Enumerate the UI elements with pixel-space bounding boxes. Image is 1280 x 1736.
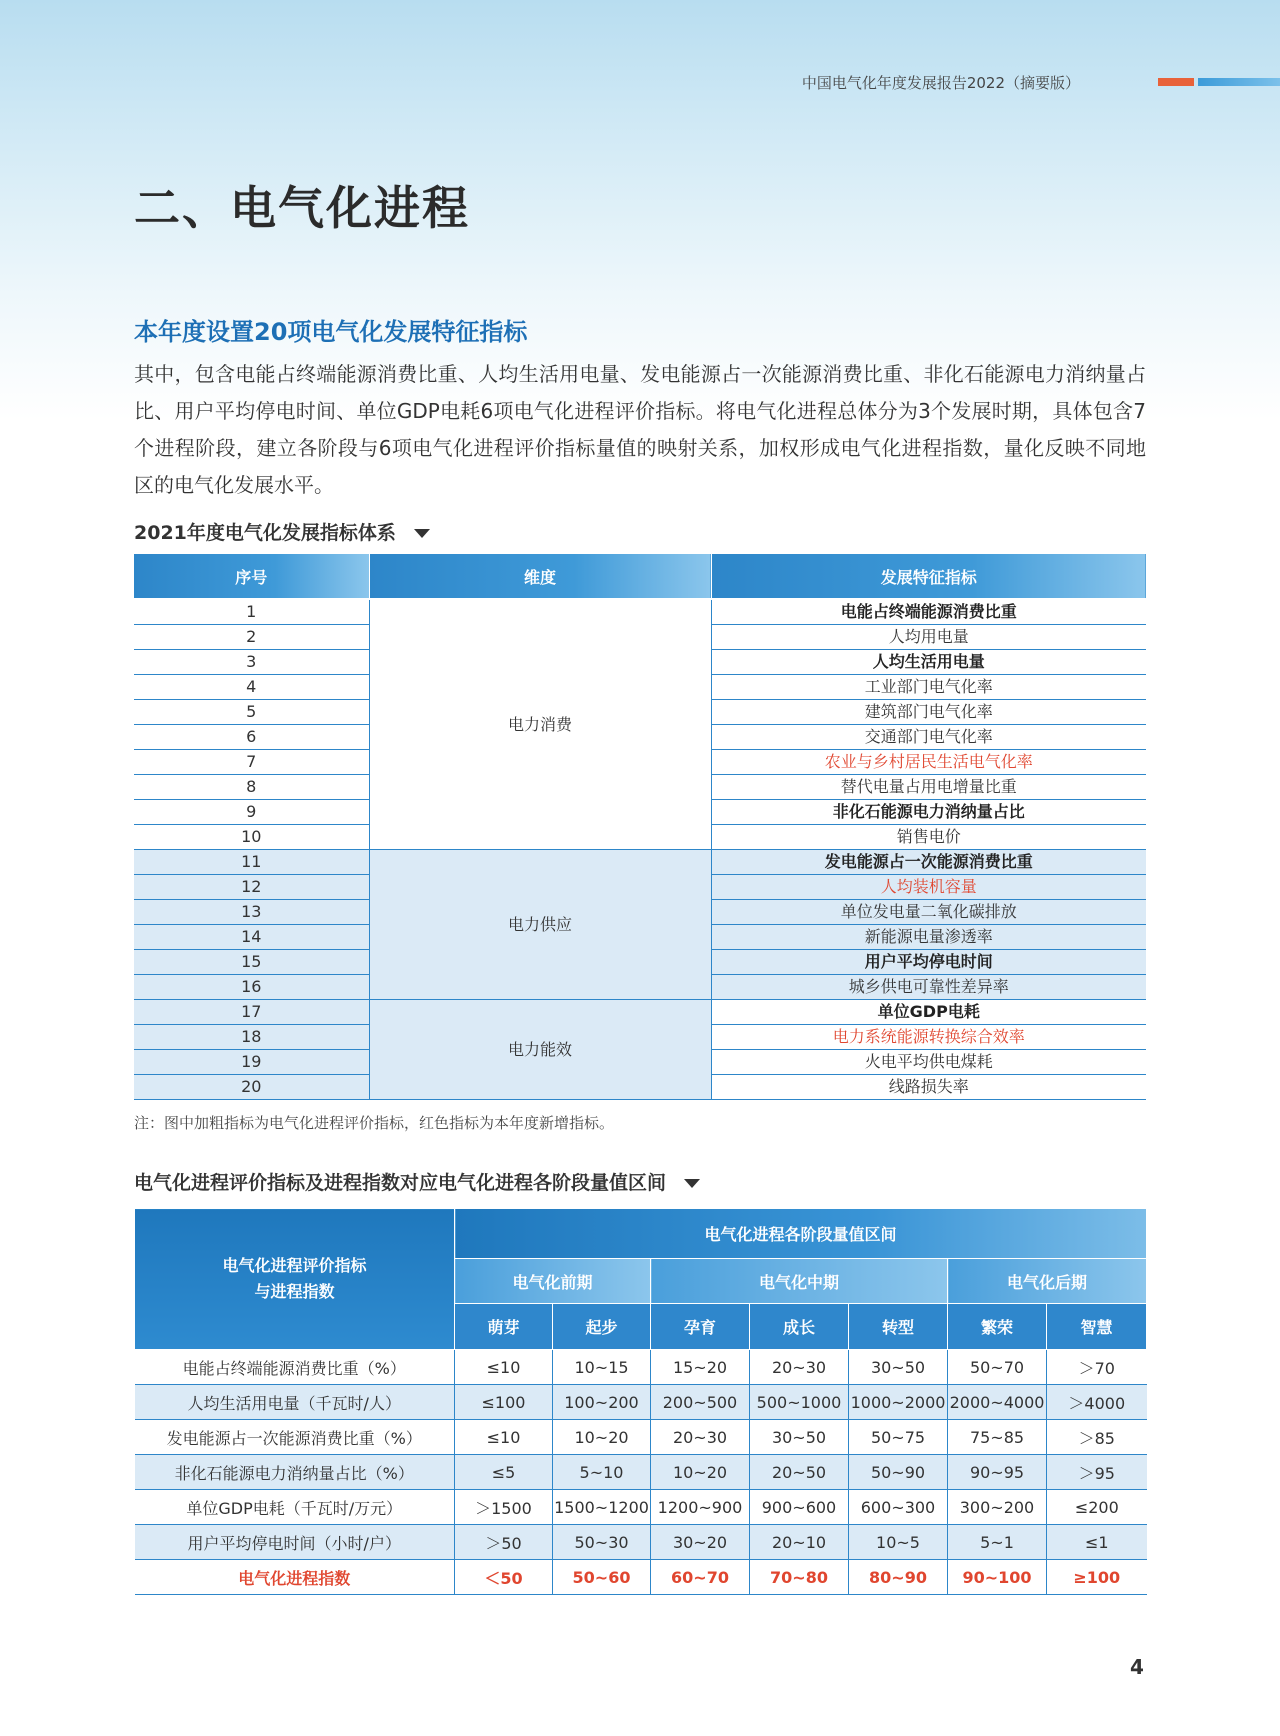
page-number: 4	[1130, 1655, 1144, 1679]
range-value: 900~600	[750, 1490, 849, 1525]
range-value: 70~80	[750, 1560, 849, 1595]
range-value: 30~50	[750, 1420, 849, 1455]
range-value: 90~95	[948, 1455, 1047, 1490]
period-middle: 电气化中期	[651, 1258, 948, 1304]
table1-caption	[134, 518, 430, 545]
indicator-system-table	[134, 554, 1146, 1100]
row-label: 非化石能源电力消纳量占比（%）	[135, 1455, 455, 1490]
indicator-name: 交通部门电气化率	[711, 725, 1146, 750]
corner-header-line1: 电气化进程评价指标	[222, 1256, 367, 1275]
indicator-name: 人均生活用电量	[711, 650, 1146, 675]
range-value: ＞1500	[455, 1490, 553, 1525]
indicator-name: 非化石能源电力消纳量占比	[711, 800, 1146, 825]
period-late: 电气化后期	[948, 1258, 1147, 1304]
col-header-indicator: 发展特征指标	[711, 554, 1146, 599]
range-value: 50~90	[849, 1455, 948, 1490]
range-value: 50~60	[553, 1560, 651, 1595]
table-row	[134, 599, 1146, 625]
table-row	[135, 1490, 1147, 1525]
dimension-consumption: 电力消费	[369, 599, 711, 850]
range-value: 500~1000	[750, 1385, 849, 1420]
range-value: 1200~900	[651, 1490, 750, 1525]
indicator-name: 单位发电量二氧化碳排放	[711, 900, 1146, 925]
range-value: ≤200	[1047, 1490, 1147, 1525]
caret-down-icon	[414, 529, 430, 538]
range-value: 200~500	[651, 1385, 750, 1420]
range-value: 60~70	[651, 1560, 750, 1595]
row-label: 发电能源占一次能源消费比重（%）	[135, 1420, 455, 1455]
indicator-name: 建筑部门电气化率	[711, 700, 1146, 725]
stage-header: 智慧	[1047, 1304, 1147, 1350]
header-accent-bar-blue	[1198, 78, 1280, 86]
table-row	[135, 1385, 1147, 1420]
range-value: 75~85	[948, 1420, 1047, 1455]
table1-note: 注：图中加粗指标为电气化进程评价指标，红色指标为本年度新增指标。	[134, 1114, 615, 1132]
range-value: 1000~2000	[849, 1385, 948, 1420]
range-value: ＞95	[1047, 1455, 1147, 1490]
row-number: 9	[134, 800, 369, 825]
caret-down-icon	[684, 1179, 700, 1188]
row-number: 15	[134, 950, 369, 975]
row-number: 13	[134, 900, 369, 925]
row-label: 用户平均停电时间（小时/户）	[135, 1525, 455, 1560]
range-value: 300~200	[948, 1490, 1047, 1525]
corner-header-line2: 与进程指数	[254, 1282, 335, 1301]
table-row	[134, 850, 1146, 875]
indicator-name: 人均装机容量	[711, 875, 1146, 900]
range-value: ≤1	[1047, 1525, 1147, 1560]
table-row	[135, 1455, 1147, 1490]
row-number: 16	[134, 975, 369, 1000]
range-value: ＞70	[1047, 1350, 1147, 1385]
indicator-name: 发电能源占一次能源消费比重	[711, 850, 1146, 875]
body-paragraph: 其中，包含电能占终端能源消费比重、人均生活用电量、发电能源占一次能源消费比重、非化石能源电力消纳量占比、用户平均停电时间、单位GDP电耗6项电气化进程评价指标。将电气化进程总体分为3个发展时期，具体包含7个进程阶段，建立各阶段与6项电气化进程评价指标量值的映射关系，加权形成电气化进程指数，量化反映不同地区的电气化发展水平。	[134, 362, 1146, 497]
row-number: 1	[134, 599, 369, 625]
range-value: 50~70	[948, 1350, 1047, 1385]
row-number: 12	[134, 875, 369, 900]
range-value: 5~1	[948, 1525, 1047, 1560]
row-number: 10	[134, 825, 369, 850]
row-label: 单位GDP电耗（千瓦时/万元）	[135, 1490, 455, 1525]
stage-header: 起步	[553, 1304, 651, 1350]
stage-header: 繁荣	[948, 1304, 1047, 1350]
indicator-name: 线路损失率	[711, 1075, 1146, 1100]
chapter-title: 二、电气化进程	[134, 181, 470, 235]
range-value: 30~20	[651, 1525, 750, 1560]
row-number: 3	[134, 650, 369, 675]
stage-header: 转型	[849, 1304, 948, 1350]
indicator-name: 单位GDP电耗	[711, 1000, 1146, 1025]
table-row	[134, 1000, 1146, 1025]
row-number: 2	[134, 625, 369, 650]
indicator-name: 用户平均停电时间	[711, 950, 1146, 975]
table1-caption-text: 2021年度电气化发展指标体系	[134, 522, 396, 544]
table-row	[135, 1525, 1147, 1560]
range-value: 90~100	[948, 1560, 1047, 1595]
table2-caption	[134, 1168, 700, 1195]
range-value: 20~10	[750, 1525, 849, 1560]
row-number: 4	[134, 675, 369, 700]
range-value: ＞85	[1047, 1420, 1147, 1455]
indicator-name: 人均用电量	[711, 625, 1146, 650]
range-value: ＞4000	[1047, 1385, 1147, 1420]
row-number: 20	[134, 1075, 369, 1100]
row-label: 电气化进程指数	[135, 1560, 455, 1595]
indicator-name: 电力系统能源转换综合效率	[711, 1025, 1146, 1050]
row-number: 6	[134, 725, 369, 750]
range-value: 1500~1200	[553, 1490, 651, 1525]
index-row	[135, 1560, 1147, 1595]
row-number: 14	[134, 925, 369, 950]
range-value: ＞50	[455, 1525, 553, 1560]
running-header: 中国电气化年度发展报告2022（摘要版）	[801, 74, 1080, 92]
range-value: 100~200	[553, 1385, 651, 1420]
row-number: 18	[134, 1025, 369, 1050]
range-value: 20~50	[750, 1455, 849, 1490]
table-row	[135, 1350, 1147, 1385]
section-title: 本年度设置20项电气化发展特征指标	[134, 318, 528, 346]
dimension-efficiency: 电力能效	[369, 1000, 711, 1100]
table-row	[135, 1420, 1147, 1455]
range-value: ≥100	[1047, 1560, 1147, 1595]
range-value: 10~15	[553, 1350, 651, 1385]
range-value: 2000~4000	[948, 1385, 1047, 1420]
row-number: 17	[134, 1000, 369, 1025]
indicator-name: 城乡供电可靠性差异率	[711, 975, 1146, 1000]
row-number: 19	[134, 1050, 369, 1075]
row-label: 人均生活用电量（千瓦时/人）	[135, 1385, 455, 1420]
range-value: 10~20	[651, 1455, 750, 1490]
stage-header: 孕育	[651, 1304, 750, 1350]
stage-header: 萌芽	[455, 1304, 553, 1350]
range-value: ≤5	[455, 1455, 553, 1490]
range-value: 50~30	[553, 1525, 651, 1560]
range-value: 80~90	[849, 1560, 948, 1595]
row-number: 11	[134, 850, 369, 875]
range-value: 600~300	[849, 1490, 948, 1525]
indicator-name: 火电平均供电煤耗	[711, 1050, 1146, 1075]
stage-header: 成长	[750, 1304, 849, 1350]
row-number: 7	[134, 750, 369, 775]
indicator-name: 农业与乡村居民生活电气化率	[711, 750, 1146, 775]
range-value: 10~20	[553, 1420, 651, 1455]
period-early: 电气化前期	[455, 1258, 651, 1304]
stage-range-table	[134, 1208, 1147, 1595]
indicator-name: 工业部门电气化率	[711, 675, 1146, 700]
range-value: ≤10	[455, 1420, 553, 1455]
range-value: 50~75	[849, 1420, 948, 1455]
dimension-supply: 电力供应	[369, 850, 711, 1000]
col-header-dimension: 维度	[369, 554, 711, 599]
indicator-name: 替代电量占用电增量比重	[711, 775, 1146, 800]
range-value: 5~10	[553, 1455, 651, 1490]
range-value: 20~30	[750, 1350, 849, 1385]
header-accent-bar-orange	[1158, 78, 1194, 86]
corner-header	[135, 1209, 455, 1350]
indicator-name: 电能占终端能源消费比重	[711, 599, 1146, 625]
stage-range-header: 电气化进程各阶段量值区间	[455, 1209, 1147, 1259]
table2-caption-text: 电气化进程评价指标及进程指数对应电气化进程各阶段量值区间	[134, 1172, 667, 1194]
range-value: ≤100	[455, 1385, 553, 1420]
range-value: ＜50	[455, 1560, 553, 1595]
row-number: 8	[134, 775, 369, 800]
row-label: 电能占终端能源消费比重（%）	[135, 1350, 455, 1385]
range-value: 15~20	[651, 1350, 750, 1385]
indicator-name: 新能源电量渗透率	[711, 925, 1146, 950]
range-value: ≤10	[455, 1350, 553, 1385]
indicator-name: 销售电价	[711, 825, 1146, 850]
range-value: 20~30	[651, 1420, 750, 1455]
range-value: 30~50	[849, 1350, 948, 1385]
col-header-no: 序号	[134, 554, 369, 599]
range-value: 10~5	[849, 1525, 948, 1560]
row-number: 5	[134, 700, 369, 725]
